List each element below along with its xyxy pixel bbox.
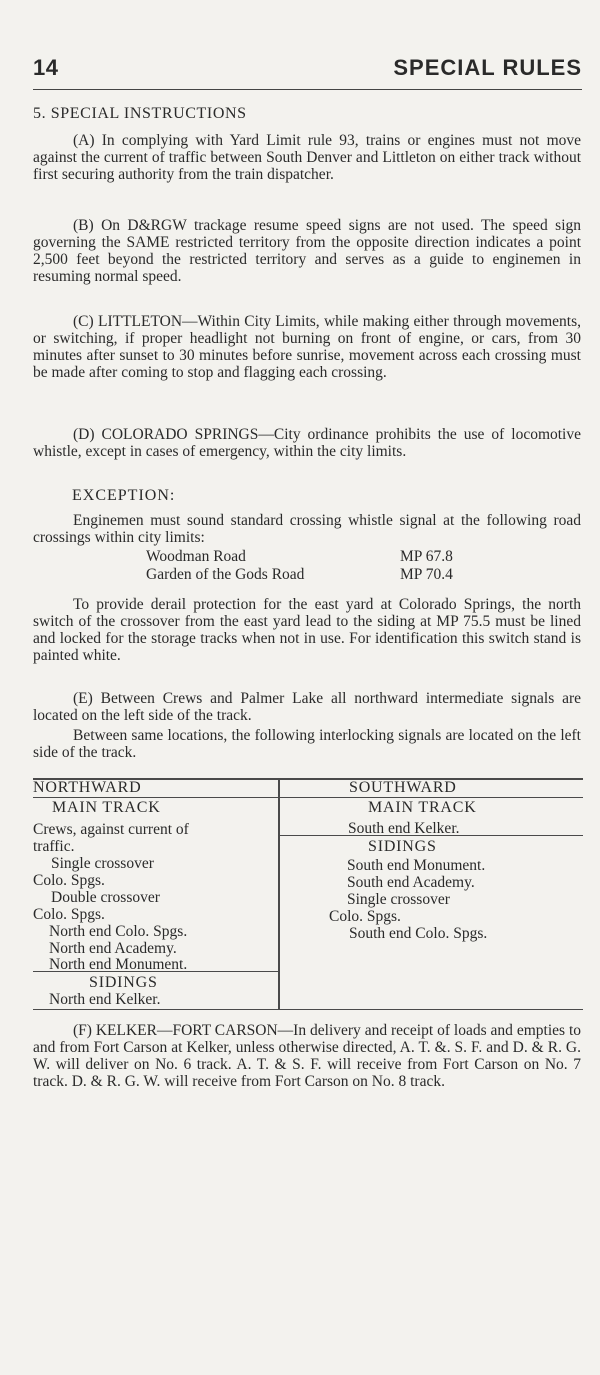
derail-paragraph: To provide derail protection for the east yard at Colorado Springs, the north switch of the crossover from the east yard lead to the siding at MP 75.5 must be lined and locked for the storage tracks when not in use. For identification this switch stand is painted white. xyxy=(33,596,581,664)
crossing-row xyxy=(0,566,600,584)
southward-main-track-heading: MAIN TRACK xyxy=(368,799,477,816)
northward-sidings-heading: SIDINGS xyxy=(89,974,158,991)
northward-main-track-item: Double crossover xyxy=(51,889,160,906)
southward-main-track-item: South end Kelker. xyxy=(348,820,460,837)
northward-main-track-item: Single crossover xyxy=(51,855,154,872)
northward-main-track-item: traffic. xyxy=(33,838,75,855)
interlocking-signals-table xyxy=(33,778,583,1010)
paragraph-e: (E) Between Crews and Palmer Lake all northward intermediate signals are located on the left side of the track. xyxy=(33,690,581,724)
southward-sidings-item: Single crossover xyxy=(347,891,450,908)
northward-heading: NORTHWARD xyxy=(33,779,142,796)
southward-sidings-item: Colo. Spgs. xyxy=(329,908,401,925)
northward-main-track-heading: MAIN TRACK xyxy=(52,799,161,816)
southward-sidings-item: South end Colo. Spgs. xyxy=(349,925,488,942)
running-head: SPECIAL RULES xyxy=(393,55,582,80)
northward-main-track-item: North end Monument. xyxy=(49,956,188,973)
northward-main-track-item: Colo. Spgs. xyxy=(33,906,105,923)
exception-text: Enginemen must sound standard crossing whistle signal at the following road crossings within city limits: xyxy=(33,512,581,546)
northward-header-rule xyxy=(33,797,278,798)
southward-sidings-heading: SIDINGS xyxy=(368,838,437,855)
southward-sidings-item: South end Academy. xyxy=(347,874,475,891)
paragraph-b: (B) On D&RGW trackage resume speed signs are not used. The speed sign governing the SAME restricted territory from the opposite direction indicates a point 2,500 feet beyond the restricted territory and serves as a guide to enginemen in resuming normal speed. xyxy=(33,217,581,285)
paragraph-d: (D) COLORADO SPRINGS—City ordinance prohibits the use of locomotive whistle, except in cases of emergency, within the city limits. xyxy=(33,426,581,460)
paragraph-f: (F) KELKER—FORT CARSON—In delivery and receipt of loads and empties to and from Fort Carson at Kelker, unless otherwise directed, A. T. &. S. F. and D. & R. G. W. will deliver on No. 6 track. A. T. & S. F. will receive from Fort Carson on No. 7 track. D. & R. G. W. will receive from Fort Carson on No. 8 track. xyxy=(33,1022,581,1090)
northward-main-track-item: North end Academy. xyxy=(49,940,177,957)
page-header xyxy=(33,55,582,90)
northward-main-track-item: Crews, against current of xyxy=(33,821,189,838)
table-column-divider xyxy=(278,778,280,1010)
northward-main-track-item: Colo. Spgs. xyxy=(33,872,105,889)
page-number: 14 xyxy=(33,55,59,80)
crossing-milepost: MP 67.8 xyxy=(400,548,453,565)
crossing-milepost: MP 70.4 xyxy=(400,566,453,583)
crossing-row xyxy=(0,548,600,566)
paragraph-e-continued: Between same locations, the following interlocking signals are located on the left side of the track. xyxy=(33,727,581,761)
southward-heading: SOUTHWARD xyxy=(349,779,457,796)
crossing-name: Garden of the Gods Road xyxy=(146,566,305,583)
southward-sidings-item: South end Monument. xyxy=(347,857,486,874)
table-bottom-rule xyxy=(33,1009,583,1010)
northward-main-track-item: North end Colo. Spgs. xyxy=(49,923,188,940)
crossing-name: Woodman Road xyxy=(146,548,246,565)
southward-header-rule xyxy=(280,797,583,798)
paragraph-c: (C) LITTLETON—Within City Limits, while making either through movements, or switching, if proper headlight not burning on front of engine, or cars, from 30 minutes after sunset to 30 minutes before sunrise, movement across each crossing must be made after coming to stop and flagging each crossing. xyxy=(33,313,581,381)
northward-sidings-item: North end Kelker. xyxy=(49,991,161,1008)
section-heading: 5. SPECIAL INSTRUCTIONS xyxy=(33,105,247,122)
exception-heading: EXCEPTION: xyxy=(72,487,176,504)
paragraph-a: (A) In complying with Yard Limit rule 93, trains or engines must not move against the current of traffic between South Denver and Littleton on either track without first securing authority from the train dispatcher. xyxy=(33,132,581,183)
